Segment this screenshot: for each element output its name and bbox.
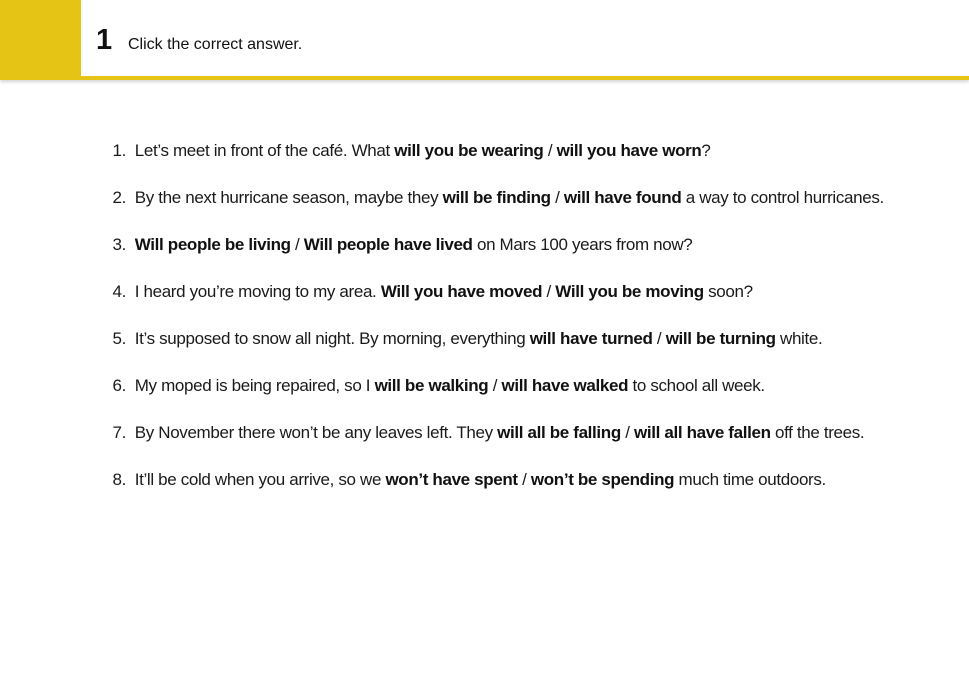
answer-option-a[interactable]: will have turned [529,329,653,348]
question-text-after: soon? [703,282,753,301]
answer-option-a[interactable]: Will you have moved [380,282,543,301]
question-text-before: It’s supposed to snow all night. By morning, everything [134,329,530,348]
option-separator: / [290,235,304,254]
answer-option-b[interactable]: won’t be spending [530,470,675,489]
question-text-before: By November there won’t be any leaves left. They [134,423,498,442]
question-number: 4. [112,282,126,301]
question-text-before: It’ll be cold when you arrive, so we [134,470,386,489]
answer-option-a[interactable]: will be walking [374,376,489,395]
question-text [135,421,865,468]
answer-option-a[interactable]: won’t have spent [385,470,518,489]
question-text-after: ? [701,141,711,160]
answer-option-b[interactable]: will all have fallen [634,423,771,442]
question-item [100,233,960,280]
exercise-number: 1 [96,24,113,56]
question-number: 3. [112,235,126,254]
header-divider [0,76,969,80]
answer-option-b[interactable]: will you have worn [556,141,702,160]
question-number: 1. [112,141,126,160]
option-separator: / [550,188,564,207]
option-separator: / [620,423,634,442]
question-text-before: By the next hurricane season, maybe they [134,188,443,207]
answer-option-a[interactable]: will all be falling [497,423,621,442]
answer-option-b[interactable]: will have walked [501,376,629,395]
exercise-header [0,0,969,86]
answer-option-b[interactable]: will have found [563,188,682,207]
answer-option-b[interactable]: Will you be moving [555,282,704,301]
question-item [100,139,960,186]
option-separator: / [542,282,556,301]
option-separator: / [517,470,531,489]
question-item [100,327,960,374]
question-text-before: I heard you’re moving to my area. [134,282,381,301]
question-number: 2. [112,188,126,207]
question-text-before: My moped is being repaired, so I [134,376,375,395]
question-text-after: a way to control hurricanes. [681,188,884,207]
question-text [135,233,693,280]
question-number: 8. [112,470,126,489]
option-separator: / [543,141,557,160]
question-number: 7. [112,423,126,442]
answer-option-b[interactable]: will be turning [665,329,776,348]
question-text [135,280,753,327]
question-item [100,280,960,327]
question-text-after: white. [775,329,823,348]
question-text-after: to school all week. [628,376,765,395]
option-separator: / [652,329,666,348]
accent-block [0,0,81,76]
question-text [135,327,823,374]
question-number: 6. [112,376,126,395]
option-separator: / [488,376,502,395]
question-item [100,374,960,421]
answer-option-a[interactable]: will you be wearing [394,141,544,160]
question-text-before: Let’s meet in front of the café. What [134,141,395,160]
answer-option-a[interactable]: Will people be living [134,235,291,254]
answer-option-b[interactable]: Will people have lived [303,235,473,254]
question-text-after: off the trees. [770,423,865,442]
question-text [135,139,711,186]
question-number: 5. [112,329,126,348]
exercise-instruction: Click the correct answer. [128,36,303,53]
answer-option-a[interactable]: will be finding [442,188,551,207]
question-item [100,421,960,468]
question-text [135,186,884,233]
question-text-after: on Mars 100 years from now? [472,235,693,254]
question-list [100,139,960,515]
question-item [100,468,960,515]
question-text-after: much time outdoors. [674,470,826,489]
question-text [135,374,765,421]
question-item [100,186,960,233]
question-text [135,468,826,515]
